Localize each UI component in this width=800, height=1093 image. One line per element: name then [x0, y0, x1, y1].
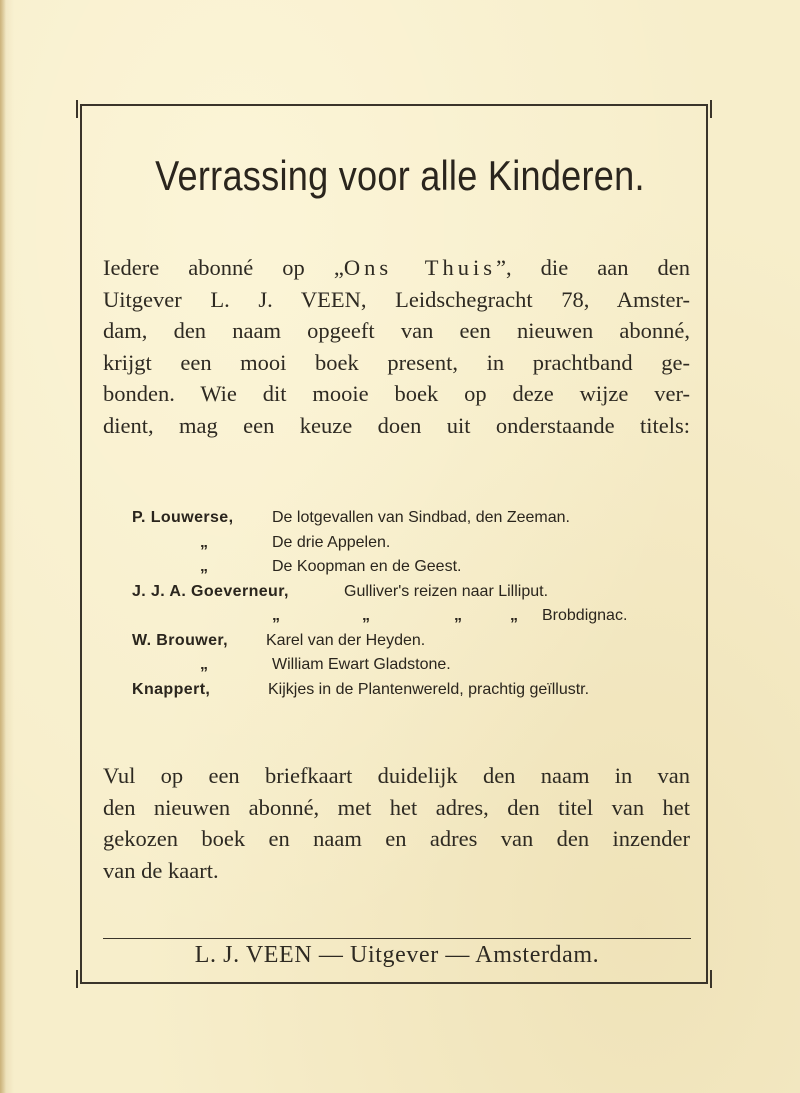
book-title: Karel van der Heyden.: [266, 631, 426, 649]
outro-line-3: gekozen boek en naam en adres van den inzender: [103, 826, 690, 851]
intro-line-1-start: Iedere abonné op „: [103, 255, 344, 280]
outro-line-1: Vul op een briefkaart duidelijk den naam in van: [103, 763, 690, 788]
frame-corner-bottom-left: [76, 970, 90, 988]
book-title: De drie Appelen.: [272, 533, 391, 551]
intro-paragraph: [103, 252, 690, 441]
publisher-footer: L. J. VEEN — Uitgever — Amsterdam.: [194, 942, 600, 968]
ditto-mark: „: [200, 656, 208, 673]
ditto-mark: „: [454, 607, 462, 624]
ditto-mark: „: [200, 533, 208, 551]
book-author: Knappert,: [132, 680, 211, 698]
book-title: De Koopman en de Geest.: [272, 558, 462, 575]
book-author: P. Louwerse,: [132, 509, 234, 526]
frame-corner-top-left: [76, 100, 90, 118]
ditto-mark: „: [272, 607, 280, 624]
intro-line-6: dient, mag een keuze doen uit onderstaande titels:: [103, 412, 690, 438]
ditto-mark: „: [362, 607, 370, 624]
intro-line-2: Uitgever L. J. VEEN, Leidschegracht 78, Amster-: [103, 286, 690, 312]
intro-line-5: bonden. Wie dit mooie boek op deze wijze ver-: [103, 381, 690, 406]
book-author: J. J. A. Goeverneur,: [132, 582, 289, 600]
footer-divider: [103, 938, 691, 939]
frame-corner-top-right: [698, 100, 712, 118]
book-row: [132, 531, 692, 556]
outro-paragraph: [103, 760, 690, 886]
book-title: William Ewart Gladstone.: [272, 656, 451, 673]
outro-line-2: den nieuwen abonné, met het adres, den titel van het: [103, 794, 690, 820]
book-row: [132, 555, 692, 580]
ditto-mark: „: [510, 607, 518, 624]
intro-line-3: dam, den naam opgeeft van een nieuwen abonné,: [103, 318, 690, 343]
intro-line-4: krijgt een mooi boek present, in prachtband ge-: [103, 349, 690, 375]
book-title: De lotgevallen van Sindbad, den Zeeman.: [272, 509, 570, 526]
book-row: [132, 506, 692, 531]
book-row: [132, 629, 692, 654]
frame-corner-bottom-right: [698, 970, 712, 988]
page-edge: [0, 0, 6, 1093]
book-title: Kijkjes in de Plantenwereld, prachtig geïllustr.: [268, 680, 590, 698]
outro-line-4: van de kaart.: [103, 857, 219, 883]
book-list: [132, 506, 692, 702]
ditto-mark: „: [200, 558, 208, 575]
magazine-name: Ons Thuis: [343, 255, 497, 280]
book-row: [132, 580, 692, 605]
book-title: Gulliver's reizen naar Lilliput.: [344, 582, 549, 600]
book-author: W. Brouwer,: [132, 631, 228, 649]
book-row: [132, 604, 692, 629]
intro-line-1-end: ”, die aan den: [496, 255, 691, 280]
book-title: Brobdignac.: [542, 607, 628, 624]
intro-line-1: [103, 252, 690, 284]
page-title: Verrassing voor alle Kinderen.: [155, 152, 645, 199]
book-row: [132, 653, 692, 678]
book-row: [132, 678, 692, 703]
